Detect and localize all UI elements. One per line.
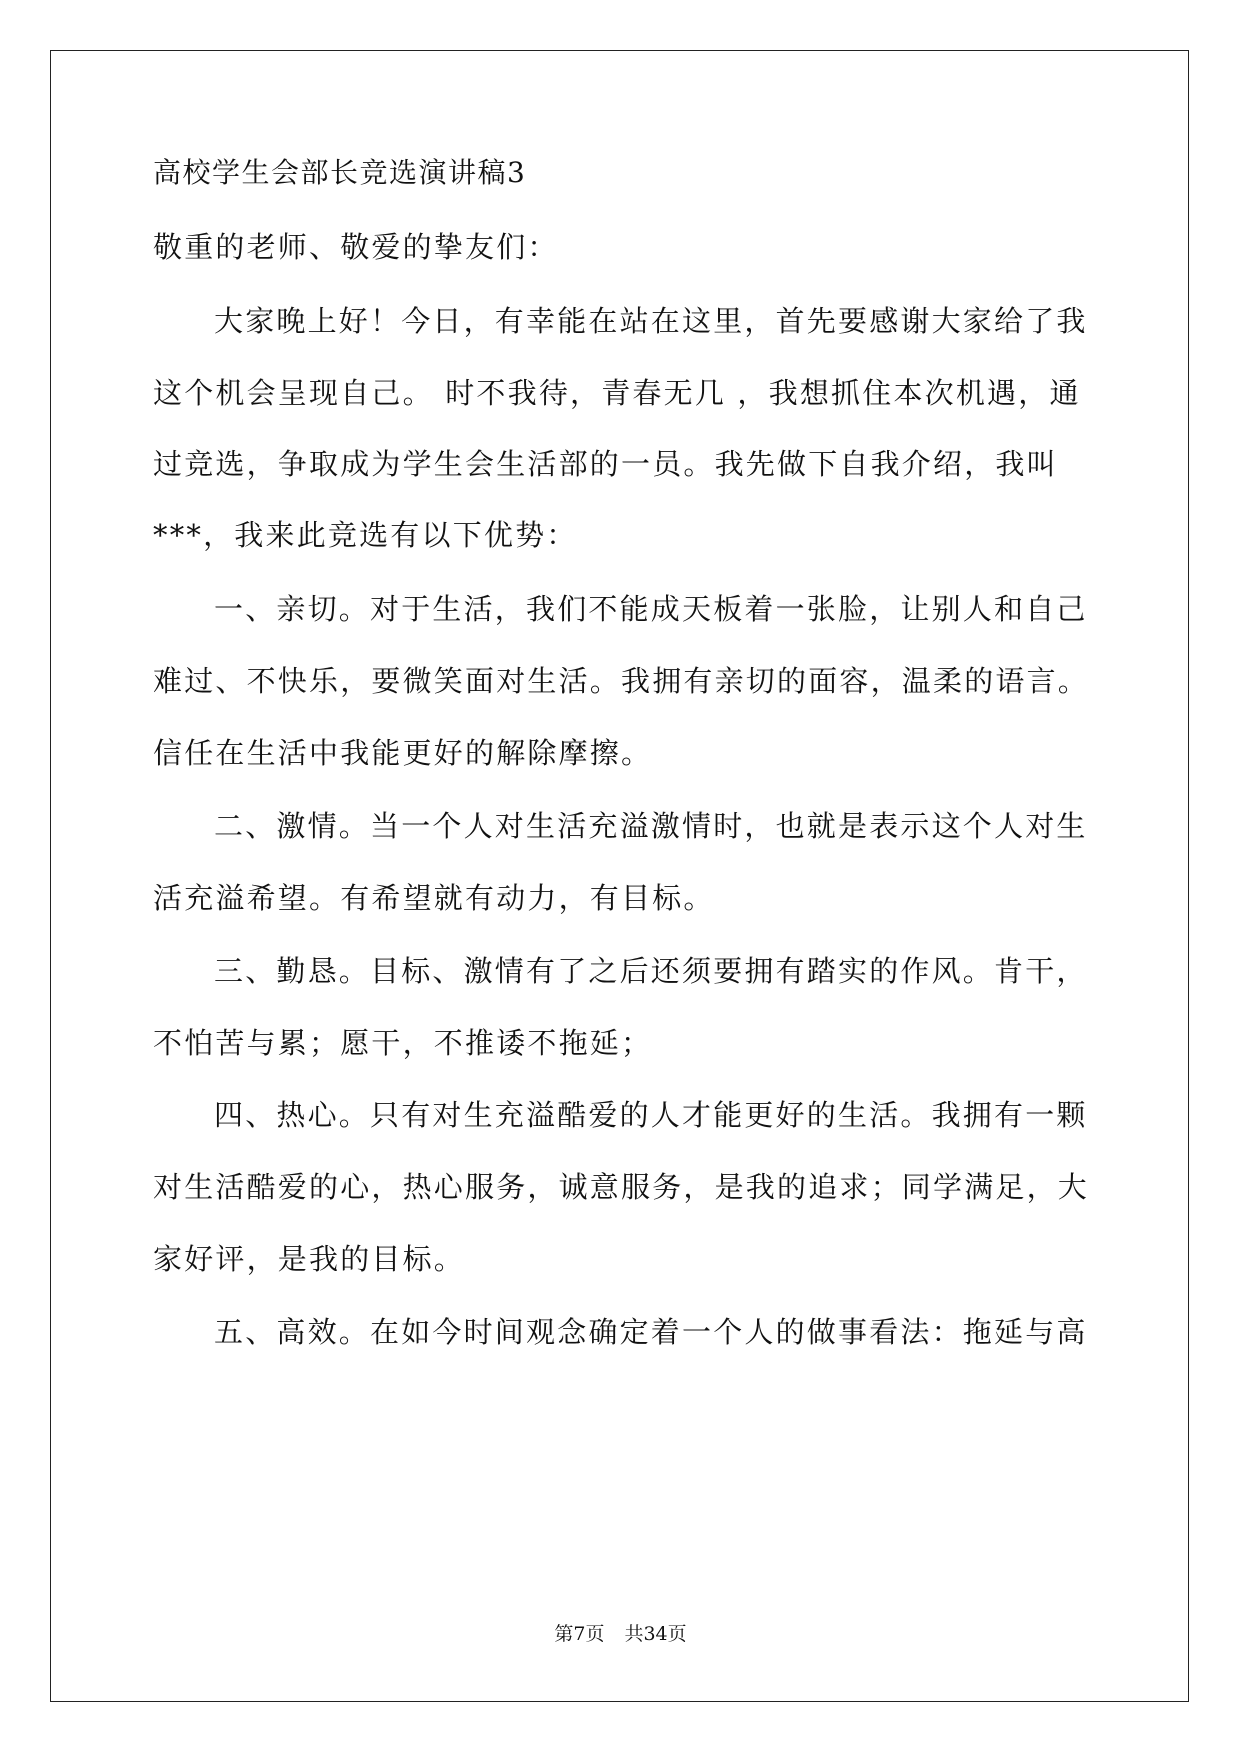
paragraph-line: 难过、不快乐，要微笑面对生活。我拥有亲切的面容，温柔的语言。 <box>153 664 1090 698</box>
page-border <box>50 50 1189 1702</box>
paragraph-line: 四、热心。只有对生充溢酷爱的人才能更好的生活。我拥有一颗 <box>214 1098 1088 1132</box>
paragraph-line: 活充溢希望。有希望就有动力，有目标。 <box>153 881 715 915</box>
paragraph-line: 二、激情。当一个人对生活充溢激情时，也就是表示这个人对生 <box>214 809 1088 843</box>
page-number-total: 共34页 <box>624 1623 687 1645</box>
paragraph-line: 信任在生活中我能更好的解除摩擦。 <box>153 736 653 770</box>
page-footer <box>0 1622 1241 1646</box>
paragraph-line: ***，我来此竞选有以下优势： <box>153 518 578 552</box>
paragraph-line: 不怕苦与累；愿干，不推诿不拖延； <box>153 1026 653 1060</box>
paragraph-line: 对生活酷爱的心，热心服务，诚意服务，是我的追求；同学满足，大 <box>153 1170 1090 1204</box>
paragraph-line: 过竞选，争取成为学生会生活部的一员。我先做下自我介绍，我叫 <box>153 447 1058 481</box>
paragraph-line: 三、勤恳。目标、激情有了之后还须要拥有踏实的作风。肯干， <box>214 954 1088 988</box>
paragraph-line: 一、亲切。对于生活，我们不能成天板着一张脸，让别人和自己 <box>214 592 1088 626</box>
salutation-line: 敬重的老师、敬爱的挚友们： <box>153 230 559 264</box>
paragraph-line: 五、高效。在如今时间观念确定着一个人的做事看法：拖延与高 <box>214 1315 1088 1349</box>
document-title: 高校学生会部长竞选演讲稿3 <box>153 156 527 189</box>
paragraph-line: 大家晚上好！今日，有幸能在站在这里，首先要感谢大家给了我 <box>214 304 1088 338</box>
page-number-current: 第7页 <box>554 1623 605 1645</box>
paragraph-line: 这个机会呈现自己。 时不我待，青春无几 ，我想抓住本次机遇，通 <box>153 376 1081 410</box>
paragraph-line: 家好评，是我的目标。 <box>153 1242 466 1276</box>
